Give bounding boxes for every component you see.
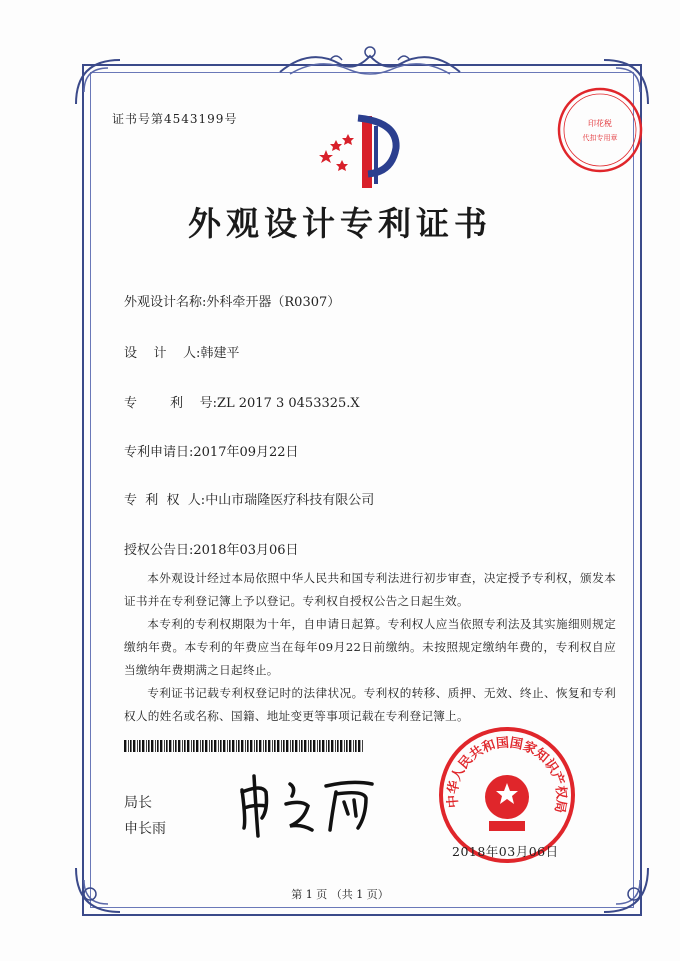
barcode-bar xyxy=(124,740,126,752)
barcode-bar xyxy=(272,740,273,752)
barcode-bar xyxy=(301,740,303,752)
signer-title: 局长 xyxy=(124,795,152,811)
certificate-number: 证书号第4543199号 xyxy=(112,112,238,126)
barcode-bar xyxy=(319,740,321,752)
barcode-bar xyxy=(232,740,234,752)
certificate-body-text xyxy=(124,567,616,728)
field-patentee xyxy=(124,489,374,508)
barcode-bar xyxy=(310,740,312,752)
barcode-bar xyxy=(128,740,129,752)
barcode-bar xyxy=(209,740,210,752)
barcode-bar xyxy=(254,740,255,752)
barcode-bar xyxy=(263,740,264,752)
barcode-bar xyxy=(353,740,354,752)
barcode-bar xyxy=(133,740,135,752)
barcode-bar xyxy=(247,740,249,752)
field-label: 专 利 号: xyxy=(124,396,217,411)
barcode-bar xyxy=(205,740,207,752)
paragraph-3: 专利证书记载专利权登记时的法律状况。专利权的转移、质押、无效、终止、恢复和专利权人的姓名或名称、国籍、地址变更等事项记载在专利登记簿上。 xyxy=(124,686,616,723)
seal-date: 2018年03月06日 xyxy=(452,844,559,859)
barcode-bar xyxy=(331,740,333,752)
field-label: 授权公告日: xyxy=(124,543,194,558)
barcode-bar xyxy=(313,740,315,752)
barcode-bar xyxy=(164,740,165,752)
barcode-bar xyxy=(157,740,159,752)
barcode-bar xyxy=(142,740,144,752)
barcode-bar xyxy=(218,740,219,752)
barcode-bar xyxy=(322,740,324,752)
barcode-bar xyxy=(274,740,276,752)
page-number: 第 1 页 （共 1 页） xyxy=(291,888,389,901)
barcode-bar xyxy=(283,740,285,752)
barcode-bar xyxy=(299,740,300,752)
barcode-bar xyxy=(173,740,174,752)
barcode-bar xyxy=(229,740,231,752)
field-value: 韩建平 xyxy=(200,346,240,361)
field-label: 专 利 权 人: xyxy=(124,493,206,508)
barcode-bar xyxy=(227,740,228,752)
barcode-bar xyxy=(139,740,141,752)
barcode-bar xyxy=(184,740,186,752)
barcode-bar xyxy=(200,740,201,752)
barcode-bar xyxy=(211,740,213,752)
barcode-bar xyxy=(265,740,267,752)
field-grant-date xyxy=(124,539,299,558)
barcode-bar xyxy=(290,740,291,752)
barcode-bar xyxy=(220,740,222,752)
barcode-bar xyxy=(340,740,342,752)
barcode-bar xyxy=(236,740,237,752)
field-patent-number xyxy=(124,392,360,411)
svg-text:印花税: 印花税 xyxy=(588,119,612,128)
barcode xyxy=(124,740,366,752)
tax-stamp-seal xyxy=(556,86,644,174)
barcode-bar xyxy=(337,740,339,752)
svg-text:代扣专用章: 代扣专用章 xyxy=(582,134,618,142)
barcode-bar xyxy=(146,740,147,752)
barcode-bar xyxy=(238,740,240,752)
barcode-bar xyxy=(196,740,198,752)
field-designer xyxy=(124,342,239,361)
top-ornament xyxy=(270,42,470,82)
barcode-bar xyxy=(151,740,153,752)
barcode-bar xyxy=(308,740,309,752)
barcode-bar xyxy=(355,740,357,752)
barcode-bar xyxy=(178,740,180,752)
barcode-bar xyxy=(169,740,171,752)
certificate-title: 外观设计专利证书 xyxy=(188,204,492,243)
barcode-bar xyxy=(286,740,288,752)
barcode-bar xyxy=(346,740,348,752)
barcode-bar xyxy=(358,740,360,752)
barcode-bar xyxy=(344,740,345,752)
barcode-bar xyxy=(193,740,195,752)
barcode-bar xyxy=(292,740,294,752)
signer-name: 申长雨 xyxy=(124,821,166,837)
barcode-bar xyxy=(191,740,192,752)
field-design-name xyxy=(124,291,340,310)
barcode-bar xyxy=(155,740,156,752)
barcode-bar xyxy=(304,740,306,752)
barcode-bar xyxy=(277,740,279,752)
handwritten-signature xyxy=(232,770,382,840)
barcode-bar xyxy=(214,740,216,752)
field-value: 中山市瑞隆医疗科技有限公司 xyxy=(205,493,375,508)
field-label: 设 计 人: xyxy=(124,346,201,361)
barcode-bar xyxy=(256,740,258,752)
patent-office-emblem xyxy=(318,112,408,192)
paragraph-1: 本外观设计经过本局依照中华人民共和国专利法进行初步审查，决定授予专利权，颁发本证书并在专利登记簿上予以登记。专利权自授权公告之日起生效。 xyxy=(124,571,616,608)
barcode-bar xyxy=(245,740,246,752)
corner-ornament-top-left xyxy=(68,52,128,112)
seal-text: 中华人民共和国国家知识产权局 xyxy=(445,735,569,814)
barcode-bar xyxy=(281,740,282,752)
barcode-bar xyxy=(137,740,138,752)
field-label: 外观设计名称: xyxy=(124,295,207,310)
field-label: 专利申请日: xyxy=(124,445,194,460)
barcode-bar xyxy=(268,740,270,752)
barcode-bar xyxy=(223,740,225,752)
paragraph-2: 本专利的专利权期限为十年，自申请日起算。专利权人应当依照专利法及其实施细则规定缴纳年费。本专利的年费应当在每年09月22日前缴纳。未按照规定缴纳年费的，专利权自应当缴纳年费期满之日起终止。 xyxy=(124,617,616,677)
barcode-bar xyxy=(295,740,297,752)
barcode-bar xyxy=(182,740,183,752)
field-application-date xyxy=(124,441,299,460)
barcode-bar xyxy=(317,740,318,752)
field-value: 2018年03月06日 xyxy=(193,543,299,558)
barcode-bar xyxy=(259,740,261,752)
field-value: 外科牵开器（R0307） xyxy=(206,295,341,310)
barcode-bar xyxy=(166,740,168,752)
barcode-bar xyxy=(335,740,336,752)
barcode-bar xyxy=(326,740,327,752)
barcode-bar xyxy=(362,740,363,752)
field-value: ZL 2017 3 0453325.X xyxy=(216,396,360,411)
barcode-bar xyxy=(175,740,177,752)
barcode-bar xyxy=(160,740,162,752)
field-value: 2017年09月22日 xyxy=(193,445,299,460)
barcode-bar xyxy=(241,740,243,752)
barcode-bar xyxy=(202,740,204,752)
barcode-bar xyxy=(328,740,330,752)
barcode-bar xyxy=(349,740,351,752)
barcode-bar xyxy=(130,740,132,752)
barcode-bar xyxy=(250,740,252,752)
barcode-bar xyxy=(187,740,189,752)
barcode-bar xyxy=(148,740,150,752)
